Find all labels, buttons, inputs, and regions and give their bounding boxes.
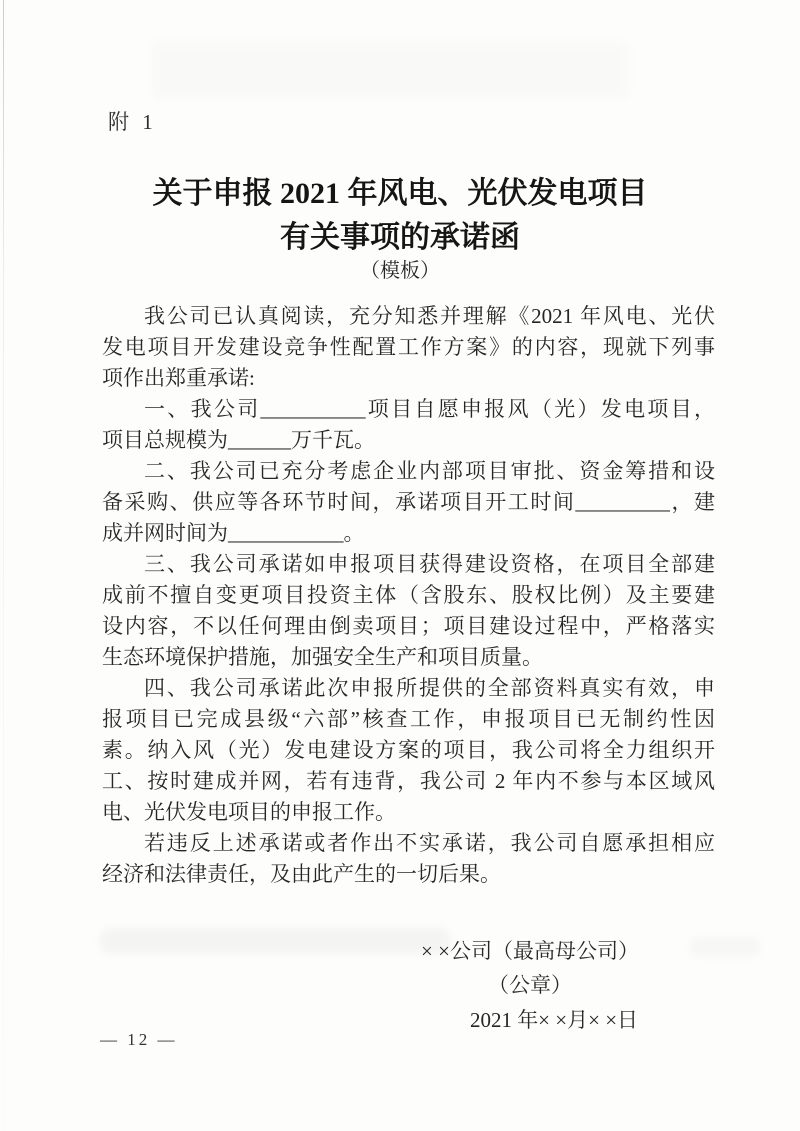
signature-block: [370, 936, 690, 1036]
scan-bleedthrough-smudge: [150, 40, 630, 100]
body-line: 项作出郑重承诺:: [102, 366, 255, 390]
body-line: 设内容，不以任何理由倒卖项目；项目建设过程中，严格落实: [102, 614, 715, 638]
body-line: 备采购、供应等各环节时间，承诺项目开工时间_________，建: [102, 490, 715, 514]
body-line: 二、我公司已充分考虑企业内部项目审批、资金筹措和设: [144, 459, 715, 483]
body-line: 经济和法律责任，及由此产生的一切后果。: [102, 862, 501, 886]
attachment-label: 附 1: [108, 110, 157, 134]
body-line: 一、我公司__________项目自愿申报风（光）发电项目，: [144, 397, 715, 421]
signature-company: × ×公司（最高母公司）: [421, 939, 639, 963]
signature-date: 2021 年× ×月× ×日: [469, 1008, 639, 1032]
body-line: 素。纳入风（光）发电建设方案的项目，我公司将全力组织开: [102, 738, 715, 762]
body-line: 报项目已完成县级“六部”核查工作，申报项目已无制约性因: [102, 707, 715, 731]
body-line: 四、我公司承诺此次申报所提供的全部资料真实有效，申: [144, 676, 715, 700]
body-line: 成并网时间为___________。: [102, 521, 365, 545]
body-line: 三、我公司承诺如申报项目获得建设资格，在项目全部建: [144, 552, 715, 576]
body-line: 发电项目开发建设竞争性配置工作方案》的内容，现就下列事: [102, 335, 715, 359]
page-number: — 12 —: [100, 1030, 178, 1049]
scan-bleedthrough-smudge: [690, 938, 760, 956]
document-body: [102, 301, 715, 890]
title-line-2: 有关事项的承诺函: [280, 221, 520, 254]
template-subtitle: （模板）: [360, 260, 440, 282]
body-line: 工、按时建成并网，若有违背，我公司 2 年内不参与本区域风: [102, 769, 715, 793]
body-line: 我公司已认真阅读，充分知悉并理解《2021 年风电、光伏: [144, 304, 715, 328]
body-line: 成前不擅自变更项目投资主体（含股东、股权比例）及主要建: [102, 583, 715, 607]
title-line-1: 关于申报 2021 年风电、光伏发电项目: [152, 177, 648, 210]
body-line: 项目总规模为______万千瓦。: [102, 428, 375, 452]
document-title: [0, 172, 800, 260]
body-line: 电、光伏发电项目的申报工作。: [102, 800, 396, 824]
body-line: 若违反上述承诺或者作出不实承诺，我公司自愿承担相应: [144, 831, 715, 855]
scan-edge-artifact: [3, 0, 4, 1131]
body-line: 生态环境保护措施，加强安全生产和项目质量。: [102, 645, 543, 669]
signature-seal: （公章）: [488, 973, 572, 997]
